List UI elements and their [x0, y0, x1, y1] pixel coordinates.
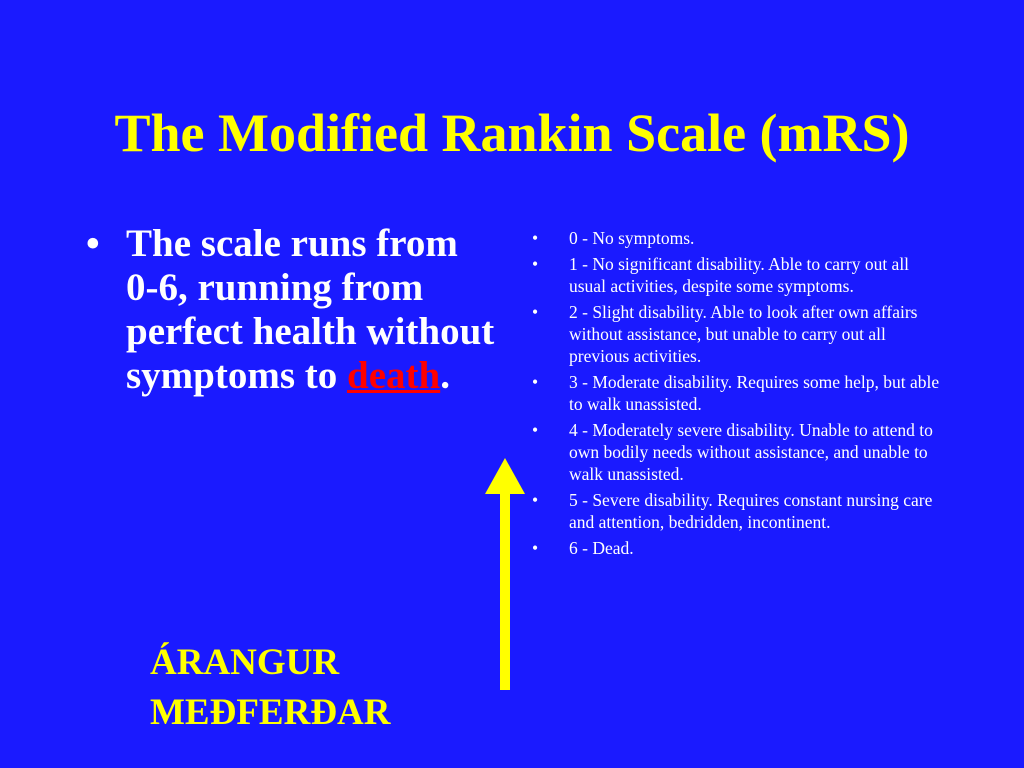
death-emphasis-link[interactable]: death: [347, 354, 441, 397]
bottom-text-line-1: ÁRANGUR: [150, 642, 340, 683]
bottom-text-line-2: MEÐFERÐAR: [150, 692, 391, 733]
mrs-item-1: [532, 253, 942, 297]
mrs-item-5: [532, 489, 942, 533]
mrs-item-6: [532, 537, 942, 559]
bullet-marker: •: [532, 490, 539, 510]
mrs-item-text: 5 - Severe disability. Requires constant nursing care and attention, bedridden, incontinent.: [569, 490, 933, 532]
mrs-item-3: [532, 371, 942, 415]
mrs-item-text: 6 - Dead.: [569, 538, 634, 558]
bullet-marker: •: [86, 222, 100, 265]
mrs-item-text: 1 - No significant disability. Able to carry out all usual activities, despite some symptoms.: [569, 254, 910, 296]
mrs-item-text: 4 - Moderately severe disability. Unable to attend to own bodily needs without assistance, and unable to walk unassisted.: [569, 420, 933, 484]
mrs-item-4: [532, 419, 942, 485]
mrs-item-0: [532, 227, 942, 249]
bullet-marker: •: [532, 302, 539, 322]
slide-title: The Modified Rankin Scale (mRS): [114, 103, 910, 163]
left-bullet-text-main: The scale runs from 0-6, running from perfect health without symptoms to: [126, 222, 495, 397]
left-bullet-text: [126, 222, 496, 398]
mrs-item-text: 0 - No symptoms.: [569, 228, 695, 248]
arangur-medferdar-label: [150, 638, 390, 738]
up-arrow-icon: [485, 458, 525, 697]
bullet-marker: •: [532, 372, 539, 392]
left-bullet-text-end: .: [440, 354, 450, 397]
bullet-marker: •: [532, 538, 539, 558]
bullet-marker: •: [532, 420, 539, 440]
bullet-marker: •: [532, 254, 539, 274]
mrs-item-text: 2 - Slight disability. Able to look after own affairs without assistance, but unable to carry out all previous activities.: [569, 302, 918, 366]
left-bullet-item: [86, 222, 496, 398]
bullet-marker: •: [532, 228, 539, 248]
mrs-item-2: [532, 301, 942, 367]
mrs-scale-list: [532, 227, 942, 563]
mrs-item-text: 3 - Moderate disability. Requires some help, but able to walk unassisted.: [569, 372, 940, 414]
